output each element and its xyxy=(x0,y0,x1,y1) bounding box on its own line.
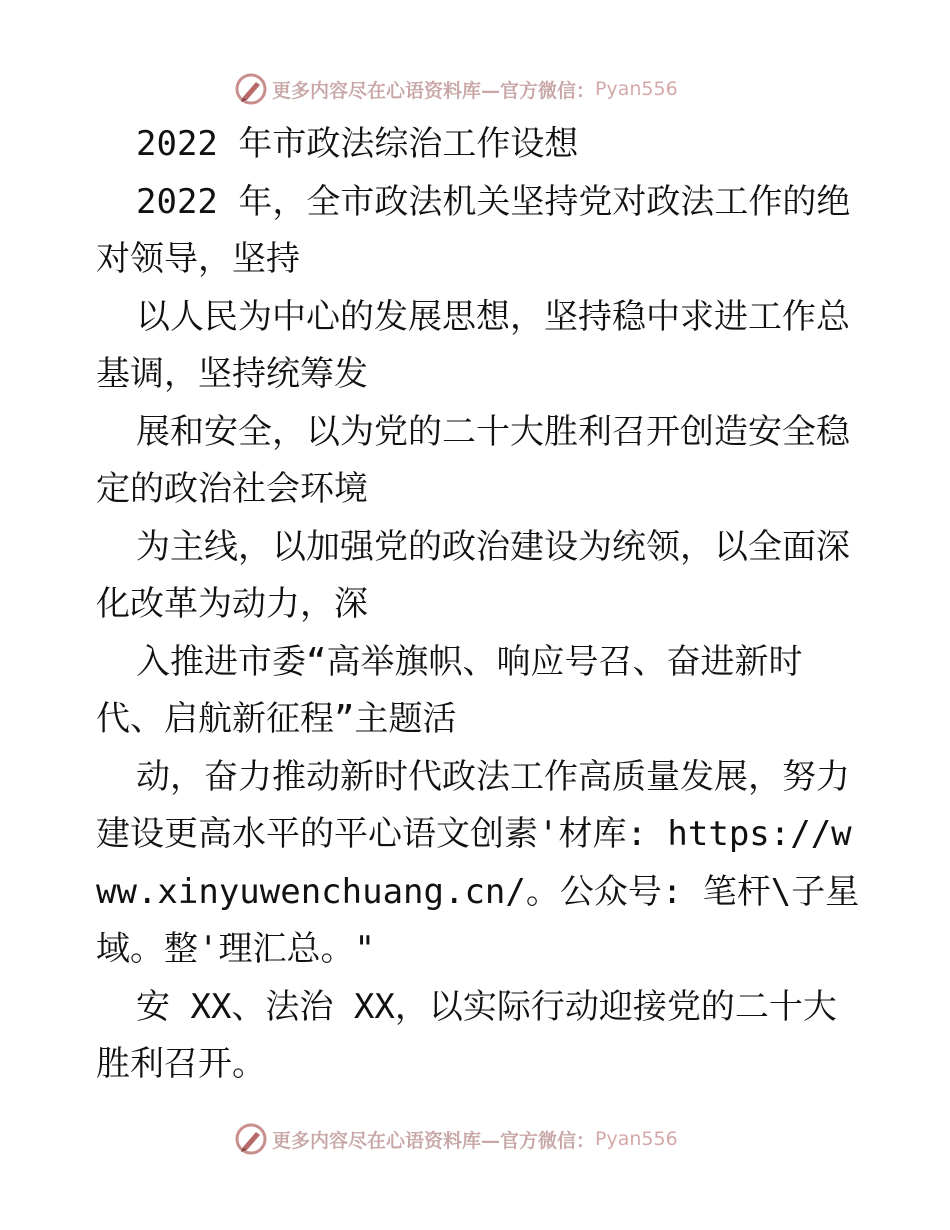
paragraph-6: 动，奋力推动新时代政法工作高质量发展，努力建设更高水平的平心语文创素'材库: https://www.xinyuwenchuang.cn/。公众号: 笔杆\子星域。整'理汇总。" xyxy=(96,756,860,969)
pen-logo-icon xyxy=(234,72,268,106)
paragraph-4: 为主线，以加强党的政治建设为统领，以全面深化改革为动力，深 xyxy=(96,526,850,624)
watermark-wechat-id: Pyan556 xyxy=(595,78,678,100)
paragraph-2: 以人民为中心的发展思想，坚持稳中求进工作总基调，坚持统筹发 xyxy=(96,296,850,394)
document-body xyxy=(96,116,866,1094)
paragraph-7: 安 XX、法治 XX，以实际行动迎接党的二十大胜利召开。 xyxy=(96,986,837,1084)
watermark-text: 更多内容尽在心语资料库—官方微信： xyxy=(272,1129,596,1152)
paragraph-5: 入推进市委“高举旗帜、响应号召、奋进新时代、启航新征程”主题活 xyxy=(96,641,803,739)
watermark-text: 更多内容尽在心语资料库—官方微信： xyxy=(272,79,596,102)
paragraph-1: 2022 年，全市政法机关坚持党对政法工作的绝对领导，坚持 xyxy=(96,181,851,279)
watermark-footer xyxy=(234,1122,678,1156)
paragraph-3: 展和安全，以为党的二十大胜利召开创造安全稳定的政治社会环境 xyxy=(96,411,850,509)
pen-logo-icon xyxy=(234,1122,268,1156)
watermark-wechat-id: Pyan556 xyxy=(595,1128,678,1150)
watermark-header xyxy=(234,72,678,106)
document-title: 2022 年市政法综治工作设想 xyxy=(136,124,579,164)
